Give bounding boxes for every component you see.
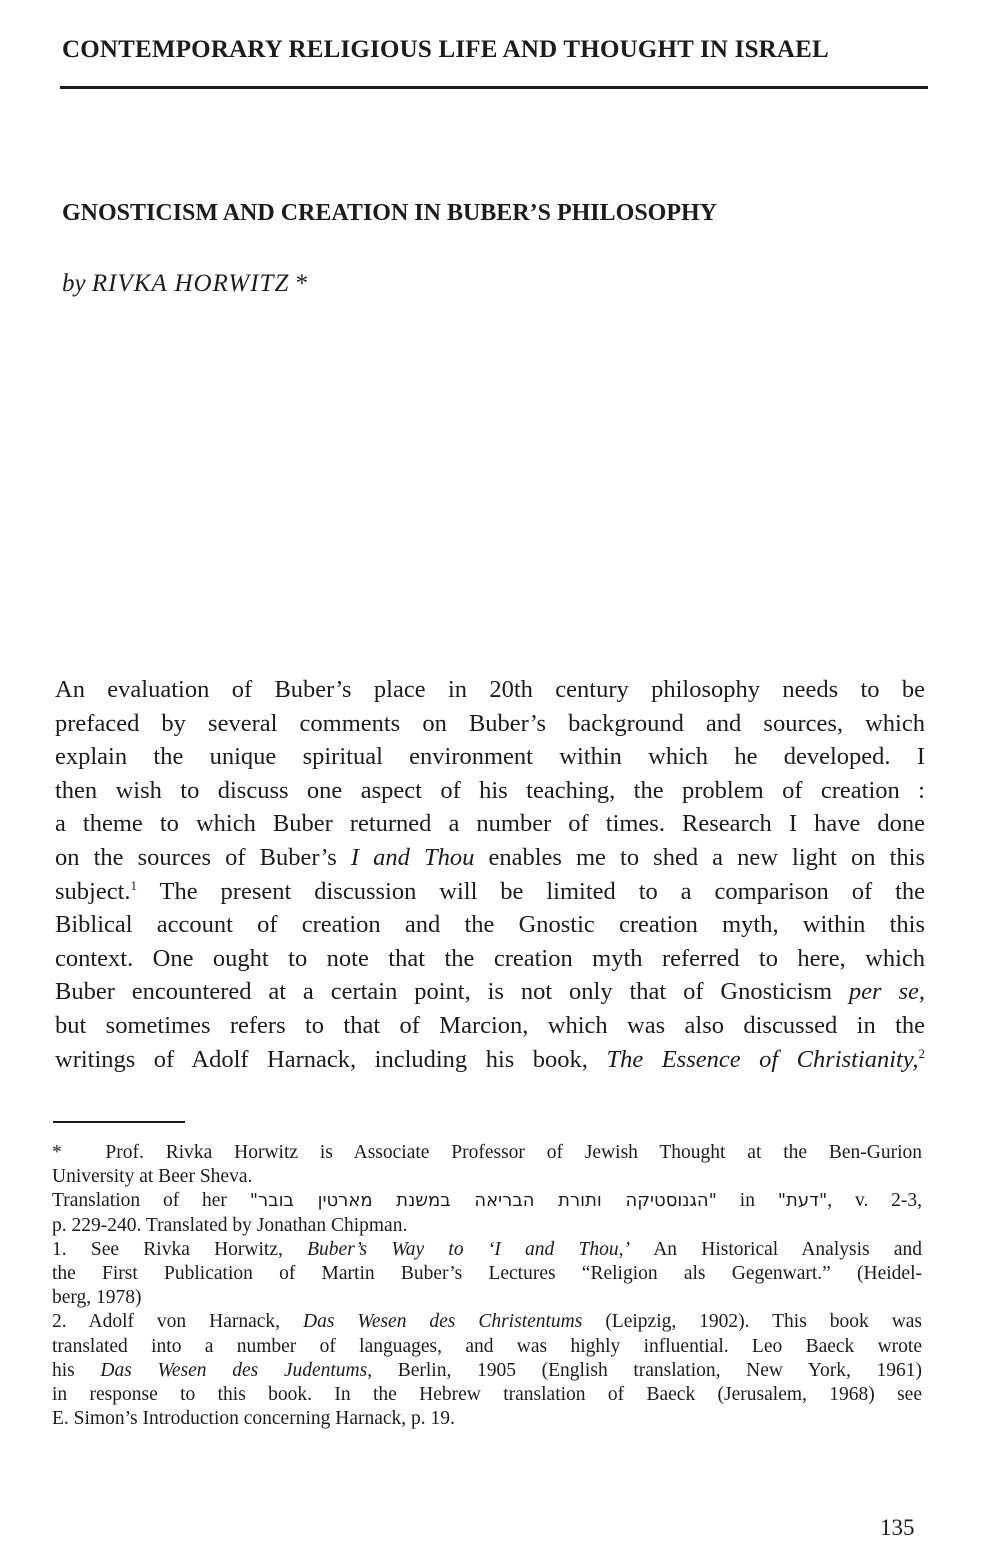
footnote-text: in	[739, 1190, 755, 1212]
footnote-star-marker: *	[52, 1142, 62, 1163]
body-line: An evaluation of Buber’s place in 20th century philosophy needs to be	[55, 676, 925, 703]
body-line	[55, 1043, 925, 1077]
byline-author: RIVKA HORWITZ	[91, 270, 290, 297]
body-text-run: enables me to shed a new light on this	[488, 843, 926, 871]
footnote-ref-1: 1	[130, 877, 138, 893]
footnote-star-line: p. 229-240. Translated by Jonathan Chipman.	[52, 1214, 408, 1236]
footnote-title: Buber’s Way to ‘I and Thou,’	[307, 1238, 631, 1260]
footnote-text: , v. 2-3,	[827, 1190, 923, 1212]
footnote-text: (Leipzig, 1902). This book was	[605, 1311, 923, 1333]
footnote-text: his	[52, 1359, 75, 1381]
footnote-star-line	[52, 1141, 922, 1165]
body-line	[55, 975, 925, 1009]
body-line	[55, 875, 925, 909]
hebrew-title: "הגנוסטיקה ותורת הבריאה במשנת מארטין בובר"	[249, 1190, 717, 1212]
footnote-1-marker: 1.	[52, 1238, 67, 1260]
footnote-2-line: translated into a number of languages, and was highly influential. Leo Baeck wrote	[52, 1335, 922, 1357]
footnote-1-line: berg, 1978)	[52, 1287, 142, 1309]
title-essence-of-christianity: The Essence of Christianity,	[606, 1045, 919, 1073]
footnote-2-marker: 2.	[52, 1311, 67, 1333]
footnote-2-line	[52, 1310, 922, 1334]
body-line: then wish to discuss one aspect of his teaching, the problem of creation :	[55, 776, 925, 804]
footnote-text: Berlin, 1905 (English translation, New York, 1961)	[397, 1359, 922, 1381]
hebrew-journal: "דעת"	[777, 1190, 828, 1212]
footnote-text: An Historical Analysis and	[653, 1238, 922, 1260]
footnote-1-line	[52, 1238, 922, 1262]
page-number: 135	[880, 1515, 915, 1540]
footnote-1-line: the First Publication of Martin Buber’s Lectures “Religion als Gegenwart.” (Heidel-	[52, 1263, 922, 1285]
footnote-star-line	[52, 1189, 922, 1213]
footnote-2-line: E. Simon’s Introduction concerning Harnack, p. 19.	[52, 1408, 455, 1430]
body-line: context. One ought to note that the creation myth referred to here, which	[55, 944, 925, 972]
body-line: a theme to which Buber returned a number of times. Research I have done	[55, 810, 925, 838]
body-line: Biblical account of creation and the Gnostic creation myth, within this	[55, 911, 925, 939]
body-text-run: writings of Adolf Harnack, including his book,	[55, 1045, 588, 1073]
footnote-text: See Rivka Horwitz,	[90, 1238, 283, 1260]
body-line: explain the unique spiritual environment within which he developed. I	[55, 743, 925, 771]
footnote-title: Das Wesen des Judentums,	[100, 1359, 373, 1381]
body-line: but sometimes refers to that of Marcion, which was also discussed in the	[55, 1011, 925, 1039]
footnote-text: Translation of her	[52, 1190, 227, 1212]
footnote-text: Adolf von Harnack,	[88, 1311, 281, 1333]
byline-by: by	[62, 270, 86, 297]
body-text-run: Buber encountered at a certain point, is not only that of Gnosticism	[55, 978, 833, 1006]
body-text-run: subject.	[55, 877, 131, 905]
title-i-and-thou: I and Thou	[350, 843, 475, 871]
article-title: GNOSTICISM AND CREATION IN BUBER’S PHILOSOPHY	[62, 200, 717, 226]
byline	[62, 270, 928, 298]
header-rule	[60, 86, 928, 89]
body-line	[55, 841, 925, 875]
footnote-text: Prof. Rivka Horwitz is Associate Professor of Jewish Thought at the Ben-Gurion	[105, 1142, 923, 1163]
body-line: prefaced by several comments on Buber’s background and sources, which	[55, 709, 925, 737]
footnote-star-line: University at Beer Sheva.	[52, 1166, 253, 1188]
byline-footnote-marker: *	[295, 270, 309, 297]
footnote-2-line	[52, 1359, 922, 1383]
running-head: CONTEMPORARY RELIGIOUS LIFE AND THOUGHT IN ISRAEL	[62, 36, 829, 63]
footnote-ref-2: 2	[918, 1045, 926, 1061]
footnotes	[52, 1141, 922, 1431]
body-text-run: The present discussion will be limited to a comparison of the	[159, 877, 926, 905]
footnote-2-line: in response to this book. In the Hebrew translation of Baeck (Jerusalem, 1968) see	[52, 1384, 922, 1406]
footnote-title: Das Wesen des Christentums	[303, 1311, 583, 1333]
term-per-se: per se,	[848, 978, 925, 1006]
body-paragraph	[55, 673, 925, 1076]
body-text-run: on the sources of Buber’s	[55, 843, 337, 871]
footnote-rule	[53, 1121, 185, 1123]
